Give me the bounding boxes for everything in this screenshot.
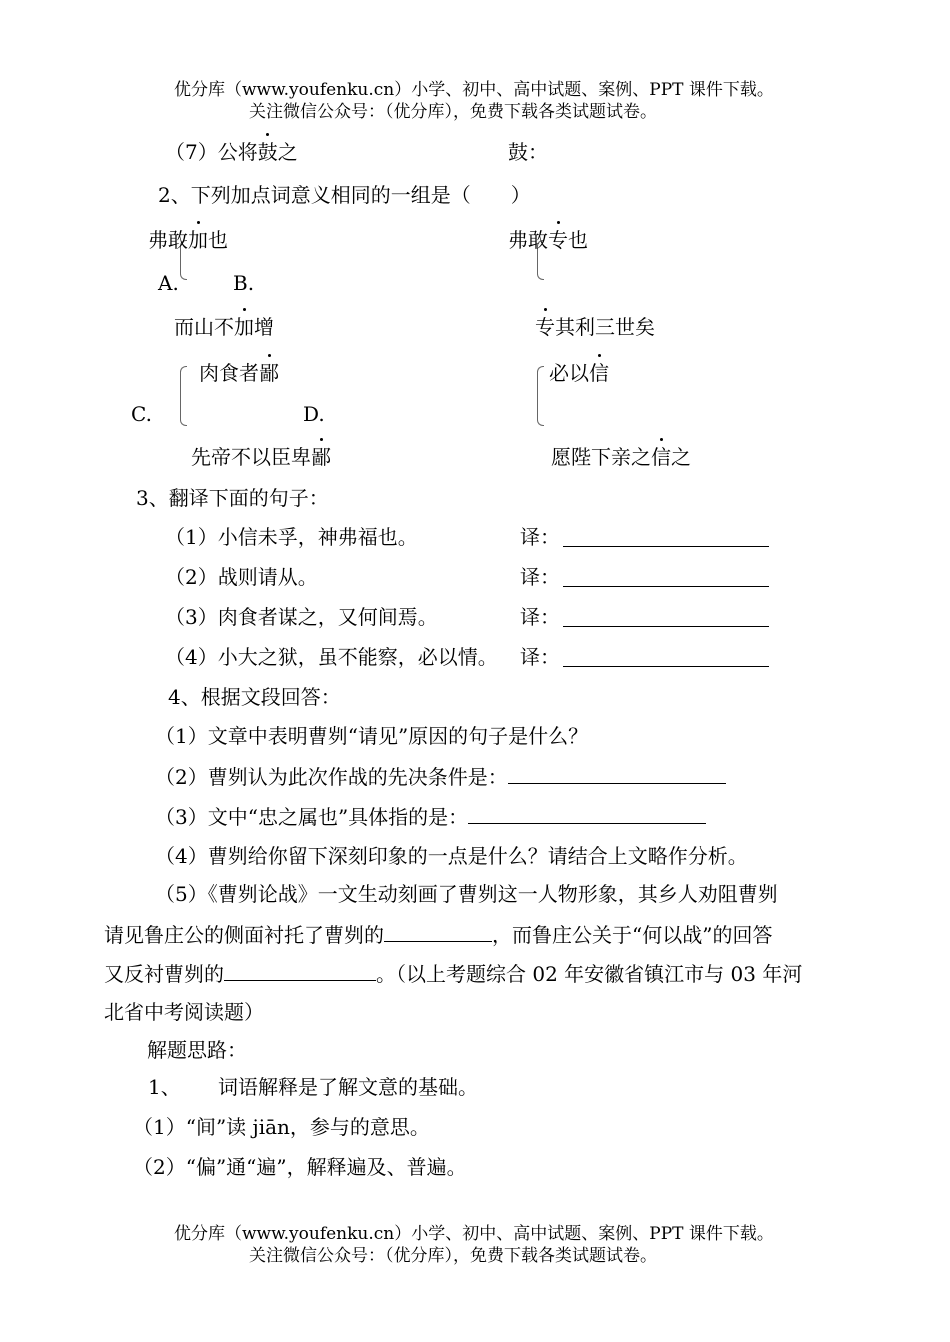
q3-item-4-answer-blank[interactable] <box>563 646 769 667</box>
solution-point-1-text: 词语解释是了解文意的基础。 <box>218 1075 478 1099</box>
q3-item-2: （2）战则请从。 <box>165 565 318 589</box>
option-d-line2: 愿陛下亲之信之 <box>551 445 691 469</box>
q4-item-4: （4）曹刿给你留下深刻印象的一点是什么？请结合上文略作分析。 <box>155 844 748 868</box>
q3-item-3-answer-blank[interactable] <box>563 606 769 627</box>
page-footer-line2: 关注微信公众号：（优分库），免费下载各类试题试卷。 <box>249 1246 657 1266</box>
option-a-line1: 弗敢加也 <box>148 228 228 252</box>
q4-item-1: （1）文章中表明曹刿“请见”原因的句子是什么？ <box>155 724 589 748</box>
solution-title: 解题思路： <box>147 1038 247 1062</box>
solution-point-3: （2）“偏”通“遍”，解释遍及、普遍。 <box>133 1155 467 1179</box>
q1-item-7-answer-label: 鼓： <box>508 140 548 164</box>
q4-item-5-blank-1[interactable] <box>384 921 492 942</box>
q3-item-1-answer-blank[interactable] <box>563 526 769 547</box>
option-a-label[interactable]: A. <box>158 271 179 295</box>
dotted-char: 鼓 <box>257 140 278 164</box>
q4-item-2-answer-blank[interactable] <box>508 763 726 784</box>
option-c-line2: 先帝不以臣卑鄙 <box>191 445 331 469</box>
option-b-line1: 弗敢专也 <box>508 228 588 252</box>
option-b-label[interactable]: B. <box>233 271 255 295</box>
q4-item-5-line4: 北省中考阅读题） <box>104 1000 264 1024</box>
q4-item-2: （2）曹刿认为此次作战的先决条件是： <box>155 763 726 790</box>
q2-prompt: 2、下列加点词意义相同的一组是（ ） <box>158 183 531 207</box>
option-c-line1: 肉食者鄙 <box>199 361 279 385</box>
q3-item-2-answer-blank[interactable] <box>563 566 769 587</box>
solution-point-1-number: 1、 <box>148 1075 181 1099</box>
q1-item-7: （7）公将鼓之 <box>165 140 298 164</box>
q4-item-3-answer-blank[interactable] <box>468 803 706 824</box>
page-header-line2: 关注微信公众号：（优分库），免费下载各类试题试卷。 <box>249 102 657 122</box>
q4-item-5-blank-2[interactable] <box>224 960 376 981</box>
solution-point-2: （1）“间”读 jiān，参与的意思。 <box>133 1115 430 1139</box>
option-a-line2: 而山不加增 <box>174 315 274 339</box>
option-d-line1: 必以信 <box>549 361 609 385</box>
q3-item-4: （4）小大之狱，虽不能察，必以情。 <box>165 645 498 669</box>
q4-item-5-line3: 又反衬曹刿的 。（以上考题综合 02 年安徽省镇江市与 03 年河 <box>104 962 803 986</box>
page-header-line1: 优分库（www.youfenku.cn）小学、初中、高中试题、案例、PPT 课件下载。 <box>174 80 774 100</box>
q3-item-4-label: 译： <box>520 645 560 669</box>
q4-item-5-line1: （5）《曹刿论战》一文生动刻画了曹刿这一人物形象，其乡人劝阻曹刿 <box>155 882 778 906</box>
q3-prompt: 3、翻译下面的句子： <box>136 486 329 510</box>
option-d-label[interactable]: D. <box>303 402 325 426</box>
q4-prompt: 4、根据文段回答： <box>168 685 341 709</box>
q4-item-5-line2: 请见鲁庄公的侧面衬托了曹刿的 ，而鲁庄公关于“何以战”的回答 <box>104 923 773 947</box>
q3-item-3: （3）肉食者谋之，又何间焉。 <box>165 605 438 629</box>
q3-item-1: （1）小信未孚，神弗福也。 <box>165 525 418 549</box>
option-d-brace <box>537 366 544 426</box>
q3-item-1-label: 译： <box>520 525 560 549</box>
q3-item-2-label: 译： <box>520 565 560 589</box>
q4-item-3: （3）文中“忠之属也”具体指的是： <box>155 803 706 830</box>
option-b-line2: 专其利三世矣 <box>535 315 655 339</box>
option-c-label[interactable]: C. <box>131 402 152 426</box>
page-footer-line1: 优分库（www.youfenku.cn）小学、初中、高中试题、案例、PPT 课件下载。 <box>174 1224 774 1244</box>
q3-item-3-label: 译： <box>520 605 560 629</box>
option-c-brace <box>180 366 187 426</box>
